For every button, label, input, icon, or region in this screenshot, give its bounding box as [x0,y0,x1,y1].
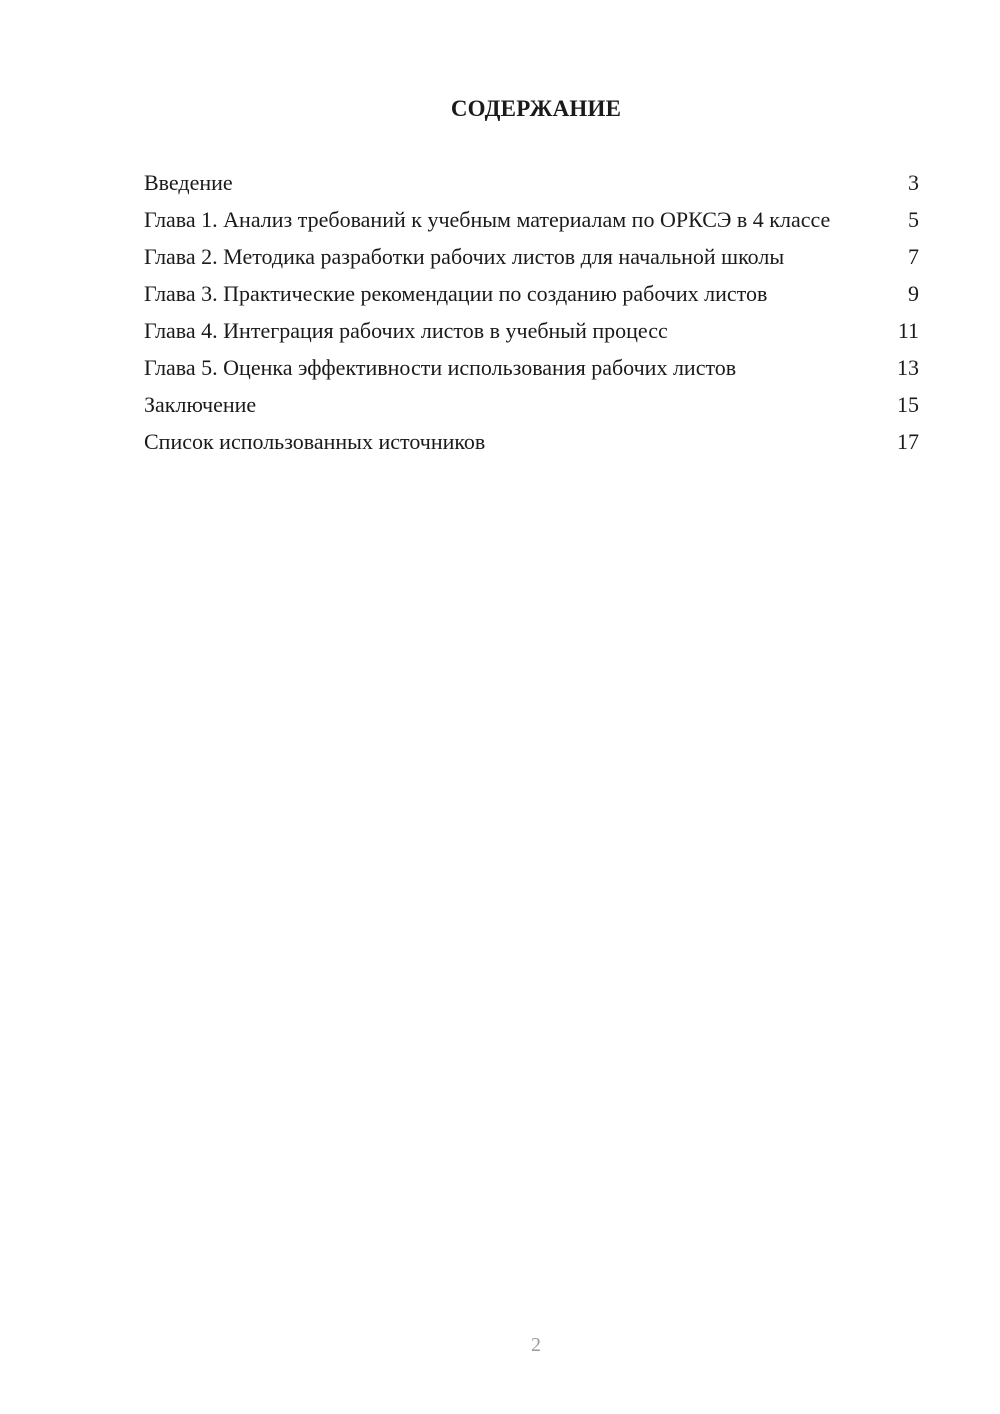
toc-entry-page: 3 [908,170,919,195]
toc-entry-chapter-4 [144,318,919,344]
toc-entry-title: Глава 5. Оценка эффективности использования рабочих листов [144,355,737,380]
toc-entry-page: 11 [897,318,919,343]
toc-entry-chapter-3 [144,281,919,307]
page-title: СОДЕРЖАНИЕ [450,96,622,121]
toc-entry-title: Глава 3. Практические рекомендации по созданию рабочих листов [144,281,768,306]
toc-entry-title: Список использованных источников [144,429,486,454]
toc-entry-chapter-5 [144,355,919,381]
toc-entry-introduction [144,170,919,196]
page-number: 2 [531,1334,541,1356]
toc-entry-page: 7 [908,244,919,269]
toc-entry-title: Заключение [144,392,257,417]
toc-entry-conclusion [144,392,919,418]
toc-entry-title: Глава 2. Методика разработки рабочих листов для начальной школы [144,244,785,269]
toc-entry-chapter-1 [144,207,919,233]
toc-entry-page: 17 [897,429,919,454]
toc-entry-page: 15 [897,392,919,417]
toc-entry-title: Введение [144,170,233,195]
table-of-contents [144,170,919,466]
toc-entry-title: Глава 1. Анализ требований к учебным материалам по ОРКСЭ в 4 классе [144,207,831,232]
toc-entry-references [144,429,919,455]
toc-entry-page: 13 [897,355,919,380]
toc-entry-chapter-2 [144,244,919,270]
toc-entry-page: 5 [908,207,919,232]
toc-entry-title: Глава 4. Интеграция рабочих листов в учебный процесс [144,318,668,343]
toc-entry-page: 9 [908,281,919,306]
